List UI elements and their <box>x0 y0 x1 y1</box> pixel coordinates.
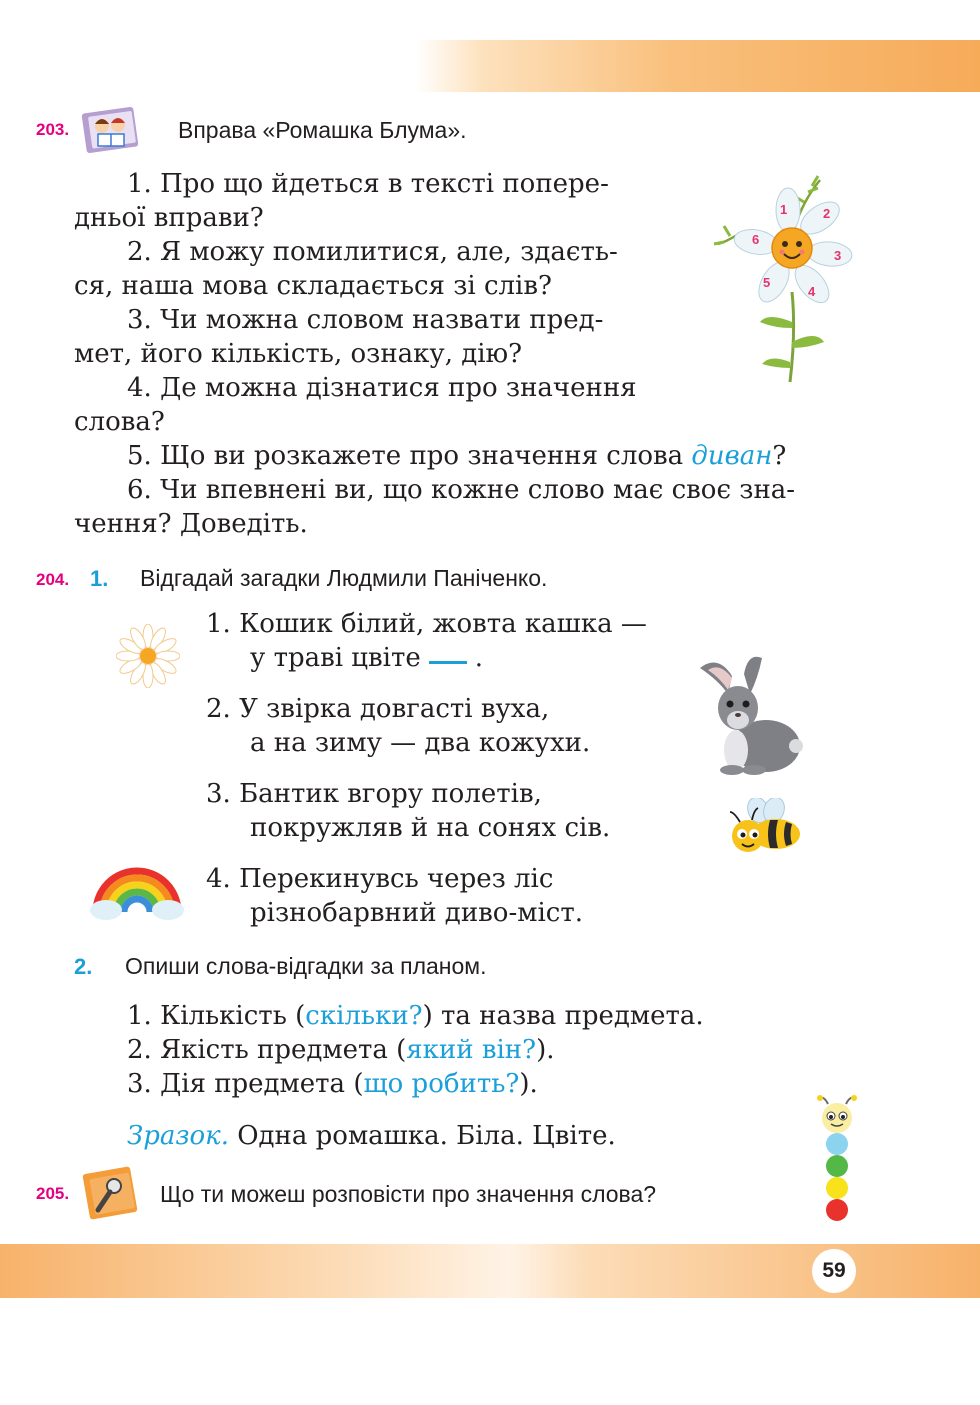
riddle-1-end: . <box>474 643 484 673</box>
question-5-mark: ? <box>772 441 787 471</box>
flower-number-3: 3 <box>834 248 842 263</box>
flower-number-5: 5 <box>763 275 771 290</box>
flower-number-4: 4 <box>808 284 816 299</box>
hare-illustration <box>692 654 804 776</box>
daisy-icon <box>116 624 180 688</box>
exercise-204-part-1-number: 1. <box>90 566 109 591</box>
sample-text: Одна ромашка. Біла. Цвіте. <box>228 1121 616 1151</box>
exercise-203-number: 203. <box>36 120 70 139</box>
riddle-1-text: у траві цвіте <box>250 643 421 673</box>
plan-item-1-end: ) та назва предмета. <box>422 1001 704 1031</box>
plan-item-2-question: який він? <box>406 1035 537 1065</box>
sample-answer <box>127 1119 616 1153</box>
question-1-line-1: 1. Про що йдеться в тексті попере- <box>127 169 609 199</box>
plan-item-3 <box>127 1067 538 1101</box>
bloom-chamomile-illustration <box>712 172 870 384</box>
page-number: 59 <box>812 1249 856 1293</box>
answer-blank <box>429 661 467 664</box>
question-6-line-2: чення? Доведіть. <box>74 509 308 539</box>
question-3-line-2: мет, його кількість, ознаку, дію? <box>74 339 523 369</box>
flower-number-1: 1 <box>780 202 788 217</box>
plan-item-3-end: ). <box>519 1069 538 1099</box>
question-4-line-2: слова? <box>74 407 165 437</box>
question-2-line-2: ся, наша мова складається зі слів? <box>74 271 552 301</box>
bee-illustration <box>724 798 804 860</box>
exercise-205-number: 205. <box>36 1184 70 1203</box>
sample-label: Зразок. <box>127 1121 229 1151</box>
exercise-204-part-2-number: 2. <box>74 954 93 979</box>
plan-item-1-text: 1. Кількість ( <box>127 1001 306 1031</box>
exercise-205-instruction: Що ти можеш розповісти про значення слова? <box>160 1181 657 1207</box>
riddle-4-line-2: різнобарвний диво-міст. <box>250 898 583 928</box>
question-6-line-1: 6. Чи впевнені ви, що кожне слово має своє зна- <box>127 475 796 505</box>
plan-item-2-end: ). <box>536 1035 555 1065</box>
kids-reading-icon <box>80 104 138 154</box>
riddle-1-line-1: 1. Кошик білий, жовта кашка — <box>206 609 647 639</box>
question-1-line-2: дньої вправи? <box>74 203 264 233</box>
question-5-text: 5. Що ви розкажете про значення слова <box>127 441 692 471</box>
flower-number-2: 2 <box>823 206 831 221</box>
riddle-2-line-1: 2. У звірка довгасті вуха, <box>206 694 550 724</box>
question-5 <box>127 439 786 473</box>
flower-number-6: 6 <box>752 232 760 247</box>
microphone-icon <box>80 1164 142 1222</box>
caterpillar-icon <box>812 1094 862 1224</box>
exercise-203-instruction: Вправа «Ромашка Блума». <box>178 117 467 143</box>
riddle-2-line-2: а на зиму — два кожухи. <box>250 728 591 758</box>
question-2-line-1: 2. Я можу помилитися, але, здаєть- <box>127 237 618 267</box>
plan-item-1 <box>127 999 704 1033</box>
exercise-204-part-1-instruction: Відгадай загадки Людмили Паніченко. <box>140 565 548 591</box>
exercise-204-part-2-instruction: Опиши слова-відгадки за планом. <box>125 953 487 979</box>
riddle-3-line-2: покружляв й на сонях сів. <box>250 813 611 843</box>
question-3-line-1: 3. Чи можна словом назвати пред- <box>127 305 604 335</box>
header-band <box>415 40 980 92</box>
question-4-line-1: 4. Де можна дізнатися про значення <box>127 373 637 403</box>
question-5-word: диван <box>691 441 773 471</box>
plan-item-2 <box>127 1033 555 1067</box>
riddle-1-line-2 <box>250 641 483 675</box>
riddle-3-line-1: 3. Бантик вгору полетів, <box>206 779 542 809</box>
plan-item-3-text: 3. Дія предмета ( <box>127 1069 364 1099</box>
riddle-4-line-1: 4. Перекинувсь через ліс <box>206 864 554 894</box>
plan-item-1-question: скільки? <box>305 1001 423 1031</box>
plan-item-3-question: що робить? <box>363 1069 520 1099</box>
plan-item-2-text: 2. Якість предмета ( <box>127 1035 407 1065</box>
exercise-204-number: 204. <box>36 570 70 589</box>
rainbow-illustration <box>88 856 186 922</box>
